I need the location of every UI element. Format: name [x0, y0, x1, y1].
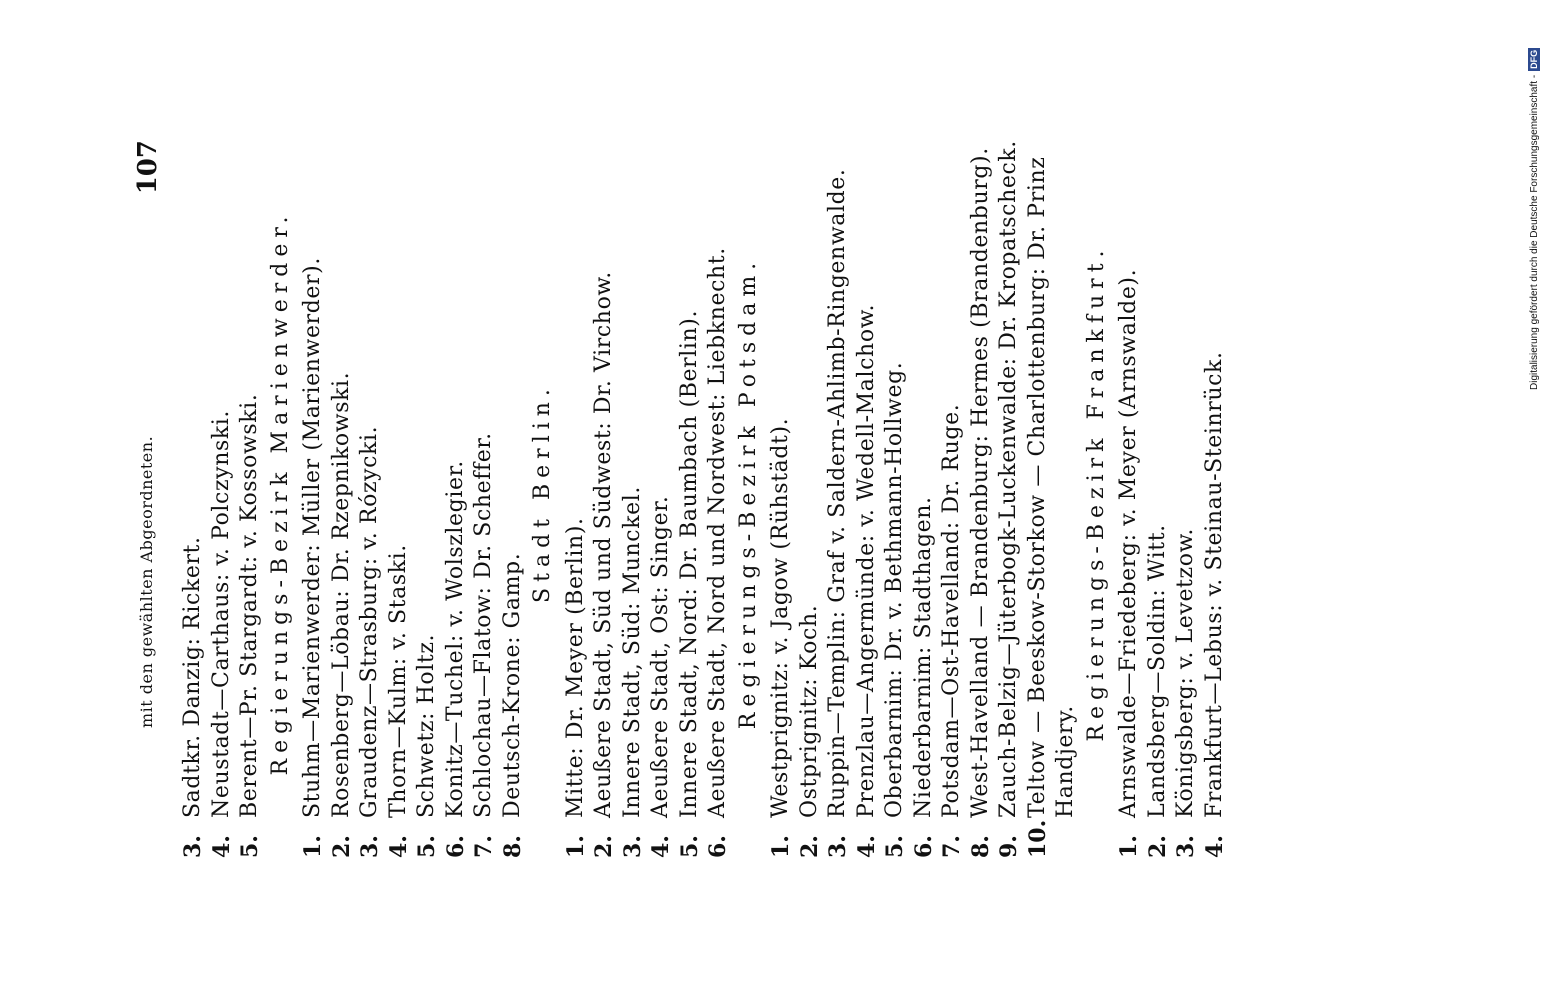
entry-number: 5. — [676, 835, 703, 858]
entry-number: 3. — [180, 835, 206, 858]
entry-text: Westprignitz: v. Jagow (Rühstädt). — [768, 417, 793, 818]
section-heading: Regierungs-Bezirk Potsdam. — [735, 256, 761, 730]
district-entry — [562, 128, 591, 858]
entry-text: Frankfurt—Lebus: v. Steinau-Steinrück. — [1201, 351, 1227, 818]
entry-text: Rosenberg—Löbau: Dr. Rzepnikowski. — [328, 371, 354, 818]
entry-number: 3. — [1173, 835, 1199, 858]
entry-text: Ostprignitz: Koch. — [796, 604, 822, 818]
section-heading: Regierungs-Bezirk Marienwerder. — [267, 210, 293, 776]
entry-number: 4. — [208, 835, 235, 858]
entry-text: Graudenz—Strasburg: v. Rózycki. — [357, 425, 382, 818]
entry-number: 3. — [357, 835, 383, 858]
entry-text: Thorn—Kulm: v. Staski. — [385, 544, 411, 818]
entry-number: 6. — [910, 835, 937, 858]
entry-text: Landsberg—Soldin: Witt. — [1144, 524, 1170, 818]
entry-text: Aeußere Stadt, Nord und Nordwest: Liebknecht. — [705, 247, 730, 818]
district-entry — [1172, 128, 1201, 858]
entry-text: Prenzlau—Angermünde: v. Wedell-Malchow. — [853, 303, 879, 818]
district-entry — [1024, 128, 1081, 858]
district-entry — [499, 128, 528, 858]
district-entry — [356, 128, 385, 858]
district-entry — [470, 128, 499, 858]
district-entry — [767, 128, 796, 858]
district-entry — [236, 128, 265, 858]
entry-text: Zauch-Belzig—Jüterbogk-Luckenwalde: Dr. Kropatscheck. — [996, 140, 1021, 818]
entry-number: 9. — [996, 835, 1022, 858]
running-title: mit den gewählten Abgeordneten. — [137, 435, 156, 728]
entry-number: 2. — [1144, 835, 1171, 858]
entry-text: Neustadt—Carthaus: v. Polczynski. — [208, 409, 234, 818]
district-entry — [647, 128, 676, 858]
section-heading: Stadt Berlin. — [530, 383, 555, 603]
district-entry — [853, 128, 882, 858]
document-page — [135, 128, 1415, 858]
entry-number: 5. — [237, 835, 263, 858]
district-entry — [1201, 128, 1230, 858]
dfg-logo: DFG — [1529, 49, 1539, 69]
entry-text: Schwetz: Holtz. — [414, 633, 439, 818]
entry-text: Oberbarnim: Dr. v. Bethmann-Hollweg. — [882, 361, 907, 818]
district-entry — [704, 128, 733, 858]
entry-number: 3. — [619, 835, 646, 858]
entry-text: Schlochau—Flatow: Dr. Scheffer. — [471, 432, 496, 818]
funding-note-text: Digitalisierung gefördert durch die Deutsche Forschungsgemeinschaft - — [1528, 74, 1540, 390]
section-heading: Regierungs-Bezirk Frankfurt. — [1083, 244, 1109, 742]
district-entry — [824, 128, 853, 858]
entry-number: 7. — [471, 835, 497, 858]
entry-text: Königsberg: v. Levetzow. — [1173, 528, 1198, 818]
entry-text: Innere Stadt, Nord: Dr. Baumbach (Berlin). — [676, 309, 702, 818]
entry-number: 8. — [499, 835, 526, 858]
entry-text: Stuhm—Marienwerder: Müller (Marienwerder). — [300, 257, 325, 818]
entry-text: Niederbarnim: Stadthagen. — [910, 496, 936, 818]
entry-number: 6. — [442, 835, 469, 858]
entry-text: Arnswalde—Friedeberg: v. Meyer (Arnswalde). — [1116, 268, 1141, 818]
entry-text: West-Havelland — Brandenburg: Hermes (Brandenburg). — [967, 147, 993, 818]
entry-text: Sadtkr. Danzig: Rickert. — [180, 536, 205, 818]
entry-text: Mitte: Dr. Meyer (Berlin). — [562, 517, 588, 818]
entry-text: Konitz—Tuchel: v. Wolszlegier. — [442, 460, 468, 818]
entry-number: 3. — [825, 835, 851, 858]
district-entry — [208, 128, 237, 858]
district-entry — [299, 128, 328, 858]
district-entry — [676, 128, 705, 858]
district-entry — [1115, 128, 1144, 858]
district-entry — [328, 128, 357, 858]
entry-number: 4. — [648, 835, 674, 858]
entry-text: Aeußere Stadt, Süd und Südwest: Dr. Virchow. — [591, 271, 616, 818]
entry-number: 5. — [414, 835, 440, 858]
entry-number: 4. — [853, 835, 880, 858]
district-entry — [385, 128, 414, 858]
district-entry — [590, 128, 619, 858]
entry-number: 7. — [939, 835, 965, 858]
entry-text: Teltow — Beeskow-Storkow — Charlottenburg: Dr. Prinz Handjery. — [1024, 156, 1078, 818]
district-entry — [619, 128, 648, 858]
district-entry — [995, 128, 1024, 858]
entry-text: Potsdam—Ost-Havelland: Dr. Ruge. — [939, 403, 964, 818]
district-entry — [796, 128, 825, 858]
entry-number: 4. — [385, 835, 412, 858]
entry-number: 1. — [562, 835, 589, 858]
entry-text: Aeußere Stadt, Ost: Singer. — [648, 495, 673, 818]
entry-number: 1. — [300, 835, 326, 858]
entry-number: 1. — [768, 835, 794, 858]
funding-note — [1527, 30, 1541, 390]
entry-text: Innere Stadt, Süd: Munckel. — [619, 485, 645, 818]
page-number: 107 — [133, 140, 163, 195]
entry-number: 6. — [705, 835, 731, 858]
district-entry — [413, 128, 442, 858]
district-entry — [1144, 128, 1173, 858]
running-head — [135, 128, 163, 858]
entry-text: Berent—Pr. Stargardt: v. Kossowski. — [237, 393, 262, 818]
district-entry — [442, 128, 471, 858]
entry-text: Deutsch-Krone: Gamp. — [499, 552, 525, 818]
entry-number: 2. — [591, 835, 617, 858]
entry-number: 1. — [1116, 835, 1142, 858]
entry-number: 8. — [967, 835, 994, 858]
entry-number: 2. — [796, 835, 823, 858]
district-entry — [938, 128, 967, 858]
district-entry — [179, 128, 208, 858]
district-entry — [910, 128, 939, 858]
entry-number: 2. — [328, 835, 355, 858]
entry-number: 5. — [882, 835, 908, 858]
entry-number: 10. — [1024, 819, 1051, 858]
entry-text: Ruppin—Templin: Graf v. Saldern-Ahlimb-Ringenwalde. — [825, 168, 850, 818]
document-body — [179, 128, 1229, 858]
entry-number: 4. — [1201, 835, 1228, 858]
district-entry — [881, 128, 910, 858]
district-entry — [967, 128, 996, 858]
